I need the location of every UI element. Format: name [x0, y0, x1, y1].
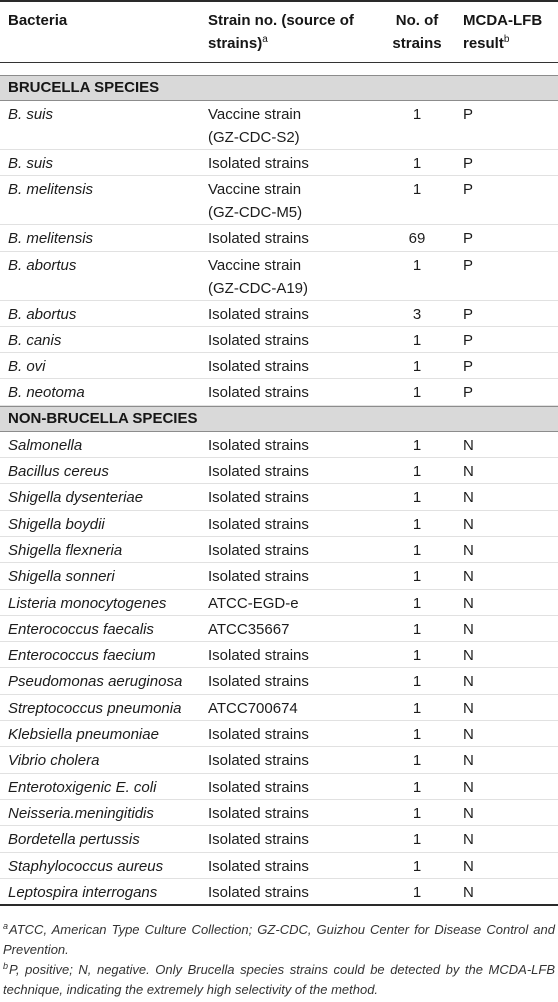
cell-count: 1 — [412, 857, 422, 875]
cell-bacteria: Shigella flexneria — [8, 541, 123, 559]
cell-result: N — [463, 436, 474, 454]
footnote — [0, 960, 558, 1000]
cell-result: P — [463, 384, 474, 402]
cell-count: 1 — [412, 568, 422, 586]
cell-strain: Isolated strains — [208, 515, 309, 533]
cell-count: 1 — [412, 436, 422, 454]
cell-result: N — [463, 778, 474, 796]
footnote-marker: b — [3, 960, 9, 971]
cell-strain: Isolated strains — [208, 647, 309, 665]
cell-bacteria: Staphylococcus aureus — [8, 857, 164, 875]
cell-count: 1 — [412, 673, 422, 691]
cell-result: N — [463, 463, 474, 481]
cell-strain: ATCC-EGD-e — [208, 594, 299, 612]
cell-strain: Isolated strains — [208, 384, 309, 402]
cell-result: N — [463, 515, 474, 533]
table-row — [0, 616, 558, 642]
cell-result: N — [463, 568, 474, 586]
cell-bacteria: Leptospira interrogans — [8, 883, 158, 901]
cell-bacteria: B. abortus — [8, 305, 77, 323]
cell-bacteria: B. suis — [8, 106, 54, 123]
cell-bacteria: B. abortus — [8, 256, 77, 274]
table-row — [0, 695, 558, 721]
cell-strain: Isolated strains — [208, 436, 309, 454]
cell-result: N — [463, 883, 474, 901]
cell-bacteria: B. neotoma — [8, 384, 85, 402]
cell-bacteria: Bordetella pertussis — [8, 831, 140, 849]
table-header-row — [0, 0, 558, 63]
cell-count: 1 — [412, 726, 422, 744]
table-row — [0, 853, 558, 879]
header-bacteria-label: Bacteria — [8, 12, 68, 29]
table-row — [0, 668, 558, 694]
cell-bacteria: Shigella sonneri — [8, 568, 115, 586]
table-row — [0, 721, 558, 747]
cell-result: N — [463, 594, 474, 612]
cell-count: 1 — [412, 620, 422, 638]
cell-count: 1 — [412, 752, 422, 770]
cell-count: 1 — [412, 515, 422, 533]
cell-count: 1 — [412, 358, 422, 376]
cell-strain: Isolated strains — [208, 831, 309, 849]
table-row — [0, 590, 558, 616]
cell-result: P — [463, 358, 474, 376]
table-row — [0, 225, 558, 251]
table-row — [0, 458, 558, 484]
section-header: BRUCELLA SPECIES — [0, 75, 558, 101]
cell-count: 1 — [412, 331, 422, 349]
cell-result: P — [463, 256, 474, 274]
cell-strain: ATCC700674 — [208, 699, 298, 717]
table-row — [0, 150, 558, 176]
table-row — [0, 353, 558, 379]
cell-bacteria: Bacillus cereus — [8, 463, 109, 481]
cell-result: P — [463, 181, 474, 199]
table-row — [0, 537, 558, 563]
table-footnotes — [0, 920, 558, 1000]
header-strain-label: Strain no. (source of strains) — [208, 12, 354, 52]
cell-bacteria: Shigella dysenteriae — [8, 489, 144, 507]
table-row — [0, 642, 558, 668]
cell-bacteria: Streptococcus pneumonia — [8, 699, 182, 717]
cell-result: N — [463, 857, 474, 875]
cell-count: 1 — [412, 699, 422, 717]
cell-result: N — [463, 804, 474, 822]
cell-strain: Isolated strains — [208, 804, 309, 822]
header-result — [446, 2, 558, 62]
cell-result: P — [463, 331, 474, 349]
cell-count: 3 — [412, 305, 422, 323]
table-row — [0, 879, 558, 906]
cell-result: P — [463, 155, 474, 172]
cell-strain: Isolated strains — [208, 358, 309, 376]
cell-result: N — [463, 726, 474, 744]
header-strain — [200, 2, 388, 62]
cell-strain: Vaccine strain (GZ-CDC-S2) — [208, 106, 302, 146]
cell-bacteria: Vibrio cholera — [8, 752, 100, 770]
cell-bacteria: B. suis — [8, 155, 54, 172]
table-row — [0, 563, 558, 589]
cell-count: 1 — [412, 181, 422, 199]
cell-count: 1 — [412, 155, 422, 172]
table-row — [0, 176, 558, 225]
footnote-text: ATCC, American Type Culture Collection; GZ-CDC, Guizhou Center for Disease Control and Prevention. — [3, 921, 555, 957]
cell-result: N — [463, 699, 474, 717]
cell-strain: Isolated strains — [208, 752, 309, 770]
cell-bacteria: Enterococcus faecalis — [8, 620, 154, 638]
cell-strain: Isolated strains — [208, 726, 309, 744]
footnote-text: P, positive; N, negative. Only Brucella species strains could be detected by the MCDA-LFB technique, indicating the extremely high selectivity of the method. — [3, 961, 555, 997]
cell-result: N — [463, 620, 474, 638]
cell-count: 1 — [412, 778, 422, 796]
cell-bacteria: Enterotoxigenic E. coli — [8, 778, 157, 796]
cell-strain: Isolated strains — [208, 463, 309, 481]
header-bacteria — [0, 2, 200, 62]
footnote-marker: a — [262, 34, 268, 45]
cell-bacteria: Shigella boydii — [8, 515, 105, 533]
cell-strain: ATCC35667 — [208, 620, 290, 638]
cell-bacteria: B. canis — [8, 331, 62, 349]
cell-strain: Isolated strains — [208, 541, 309, 559]
cell-strain: Isolated strains — [208, 489, 309, 507]
cell-strain: Isolated strains — [208, 673, 309, 691]
cell-strain: Isolated strains — [208, 883, 309, 901]
cell-bacteria: Listeria monocytogenes — [8, 594, 167, 612]
cell-count: 69 — [408, 230, 426, 248]
cell-count: 1 — [412, 489, 422, 507]
cell-strain: Isolated strains — [208, 305, 309, 323]
table-body — [0, 75, 558, 906]
table-row — [0, 327, 558, 353]
cell-result: N — [463, 673, 474, 691]
cell-bacteria: B. melitensis — [8, 181, 94, 199]
table-row — [0, 101, 558, 150]
cell-strain: Isolated strains — [208, 155, 309, 172]
cell-bacteria: B. melitensis — [8, 230, 94, 248]
table-row — [0, 301, 558, 327]
footnote-marker: b — [503, 34, 510, 45]
cell-result: P — [463, 230, 474, 248]
cell-count: 1 — [412, 647, 422, 665]
table-row — [0, 379, 558, 405]
table-row — [0, 252, 558, 301]
cell-strain: Vaccine strain (GZ-CDC-M5) — [208, 181, 303, 222]
cell-bacteria: Salmonella — [8, 436, 83, 454]
cell-bacteria: Klebsiella pneumoniae — [8, 726, 159, 744]
cell-count: 1 — [412, 883, 422, 901]
cell-count: 1 — [412, 804, 422, 822]
cell-count: 1 — [412, 256, 422, 274]
cell-count: 1 — [412, 384, 422, 402]
table-row — [0, 826, 558, 852]
table-row — [0, 800, 558, 826]
cell-result: N — [463, 831, 474, 849]
cell-bacteria: Neisseria.meningitidis — [8, 804, 154, 822]
header-result-label: MCDA-LFB result — [463, 12, 543, 52]
table-row — [0, 747, 558, 773]
cell-count: 1 — [412, 463, 422, 481]
cell-strain: Isolated strains — [208, 568, 309, 586]
footnote-marker: a — [3, 920, 9, 931]
header-count-label: No. of strains — [392, 12, 442, 52]
cell-count: 1 — [412, 106, 422, 123]
cell-strain: Isolated strains — [208, 778, 309, 796]
cell-result: N — [463, 489, 474, 507]
table-row — [0, 774, 558, 800]
cell-bacteria: Enterococcus faecium — [8, 647, 156, 665]
table-row — [0, 484, 558, 510]
table-row — [0, 511, 558, 537]
cell-result: N — [463, 752, 474, 770]
cell-strain: Vaccine strain (GZ-CDC-A19) — [208, 256, 308, 297]
cell-result: P — [463, 305, 474, 323]
cell-result: N — [463, 647, 474, 665]
footnote — [0, 920, 558, 960]
cell-count: 1 — [412, 594, 422, 612]
cell-count: 1 — [412, 541, 422, 559]
table-row — [0, 432, 558, 458]
cell-result: P — [463, 106, 474, 123]
cell-bacteria: B. ovi — [8, 358, 46, 376]
cell-strain: Isolated strains — [208, 857, 309, 875]
header-count — [388, 2, 446, 62]
section-header: NON-BRUCELLA SPECIES — [0, 406, 558, 432]
cell-count: 1 — [412, 831, 422, 849]
cell-strain: Isolated strains — [208, 230, 309, 248]
cell-result: N — [463, 541, 474, 559]
cell-strain: Isolated strains — [208, 331, 309, 349]
cell-bacteria: Pseudomonas aeruginosa — [8, 673, 183, 691]
